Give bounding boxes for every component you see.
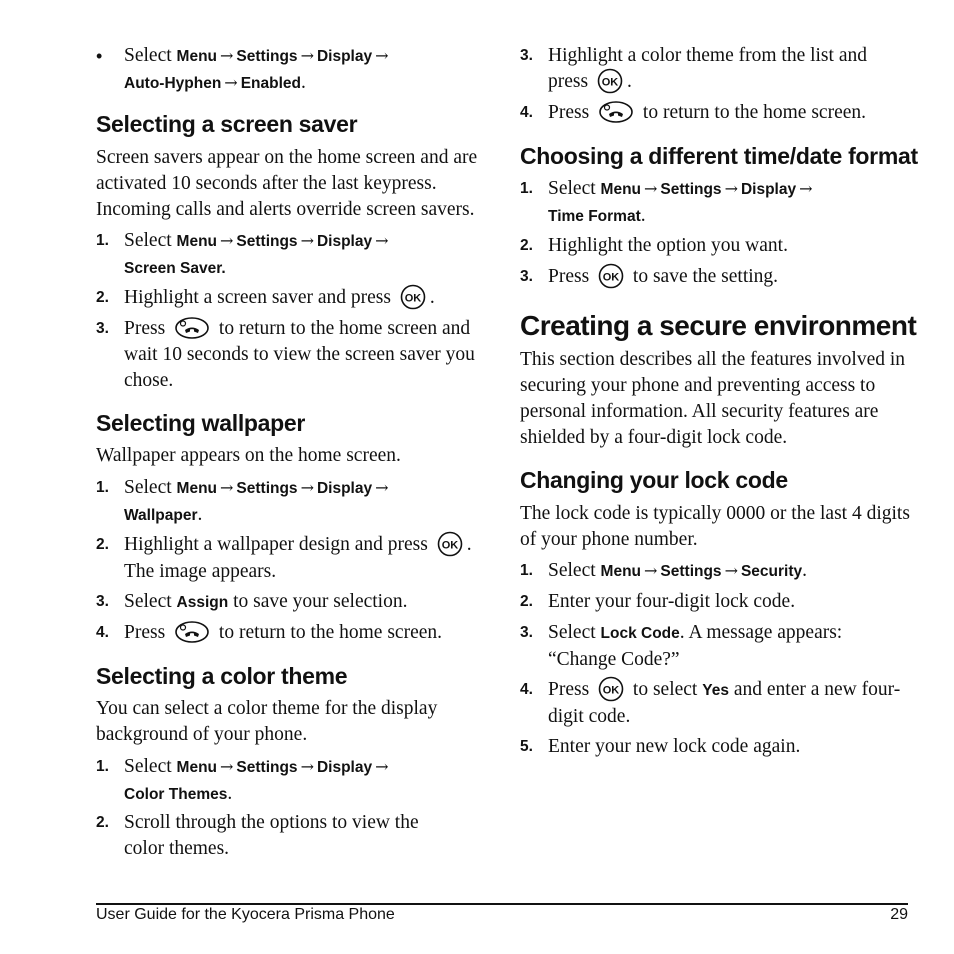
item-text: Select Menu → Settings → Display → Color Themes.	[124, 756, 389, 804]
item-text: Enter your new lock code again.	[548, 736, 801, 757]
list-item	[96, 589, 488, 615]
item-text: Highlight a wallpaper design and press OK . The image appears.	[124, 532, 488, 585]
step-number: 3.	[520, 268, 533, 285]
svg-text:OK: OK	[601, 76, 619, 89]
list-item	[96, 754, 488, 806]
step-number: 4.	[96, 624, 109, 641]
item-text: Enter your four-digit lock code.	[548, 591, 796, 612]
step-number: 3.	[96, 593, 109, 610]
list-item	[96, 810, 488, 862]
step-number: 1.	[96, 479, 109, 496]
item-text: Highlight the option you want.	[548, 235, 788, 256]
item-text: Press to return to the home screen.	[548, 100, 912, 126]
list-item	[520, 233, 912, 259]
item-text: Highlight a screen saver and press OK .	[124, 285, 488, 312]
item-text: Select Menu → Settings → Display → Screen Saver.	[124, 230, 389, 277]
step-number: 2.	[520, 237, 533, 254]
list-item	[96, 316, 488, 394]
list-item	[520, 558, 912, 584]
ok-key-icon	[437, 531, 463, 557]
list-item	[520, 734, 912, 760]
paragraph: You can select a color theme for the display background of your phone.	[96, 698, 438, 745]
svg-text:OK: OK	[441, 539, 458, 552]
paragraph: Screen savers appear on the home screen and are activated 10 seconds after the last keypress. Incoming calls and alerts override screen savers.	[96, 147, 478, 220]
list-item	[96, 475, 488, 527]
list-item	[96, 285, 488, 311]
step-number: 1.	[96, 232, 109, 249]
step-number: 1.	[96, 758, 109, 775]
bullet: •	[96, 46, 103, 66]
end-key-icon	[174, 620, 210, 644]
paragraph: This section describes all the features involved in securing your phone and preventing access to personal information. All security features are shielded by a four-digit lock code.	[520, 349, 906, 448]
section-heading: Changing your lock code	[520, 467, 788, 493]
item-text: Press OK to select Yes and enter a new four-digit code.	[548, 677, 912, 730]
item-text: Press to return to the home screen.	[124, 620, 488, 646]
svg-text:OK: OK	[602, 271, 620, 284]
item-text: Press OK to save the setting.	[548, 264, 912, 291]
step-number: 4.	[520, 104, 533, 121]
section-heading: Selecting a screen saver	[96, 111, 358, 137]
step-number: 2.	[96, 536, 109, 553]
step-number: 1.	[520, 180, 533, 197]
paragraph: Wallpaper appears on the home screen.	[96, 445, 401, 466]
section-heading: Selecting wallpaper	[96, 410, 306, 436]
list-item	[520, 677, 912, 729]
ok-key-icon	[598, 676, 624, 702]
list-item	[520, 620, 912, 672]
end-key-icon	[174, 316, 210, 340]
step-number: 3.	[520, 624, 533, 641]
list-item	[520, 100, 912, 126]
ok-key-icon	[400, 284, 426, 310]
paragraph: The lock code is typically 0000 or the last 4 digits of your phone number.	[520, 503, 910, 550]
page-number: 29	[890, 906, 908, 923]
list-item	[520, 43, 912, 95]
item-text: Highlight a color theme from the list and press OK .	[548, 45, 867, 92]
svg-text:OK: OK	[404, 292, 422, 305]
step-number: 2.	[520, 593, 533, 610]
step-number: 2.	[96, 814, 109, 831]
item-text: Scroll through the options to view the color themes.	[124, 812, 419, 859]
item-text: Select Menu → Settings → Security.	[548, 560, 808, 581]
footer-title: User Guide for the Kyocera Prisma Phone	[96, 906, 395, 923]
step-number: 3.	[96, 320, 109, 337]
item-text: Select Lock Code. A message appears: “Change Code?”	[548, 622, 843, 670]
item-text: Select Menu → Settings → Display → Wallpaper.	[124, 477, 389, 525]
svg-text:OK: OK	[602, 684, 620, 697]
ok-key-icon	[597, 68, 623, 94]
section-heading: Selecting a color theme	[96, 663, 348, 689]
step-number: 3.	[520, 47, 533, 64]
list-item	[96, 228, 488, 280]
step-number: 4.	[520, 681, 533, 698]
list-item	[520, 589, 912, 615]
ok-key-icon	[598, 263, 624, 289]
list-item	[96, 532, 488, 584]
step-number: 1.	[520, 562, 533, 579]
step-number: 2.	[96, 289, 109, 306]
list-item	[96, 620, 488, 646]
item-text: Select Menu → Settings → Display → Auto-Hyphen → Enabled.	[124, 45, 389, 93]
list-item	[520, 176, 912, 228]
list-item	[520, 264, 912, 290]
item-text: Select Menu → Settings → Display → Time Format.	[548, 178, 813, 226]
item-text: Select Assign to save your selection.	[124, 591, 408, 612]
page-section-title: Creating a secure environment	[520, 310, 917, 341]
item-text: Press to return to the home screen and wait 10 seconds to view the screen saver you chose.	[124, 316, 488, 394]
step-number: 5.	[520, 738, 533, 755]
end-key-icon	[598, 100, 634, 124]
list-item	[96, 43, 488, 95]
section-heading: Choosing a different time/date format	[520, 143, 918, 169]
